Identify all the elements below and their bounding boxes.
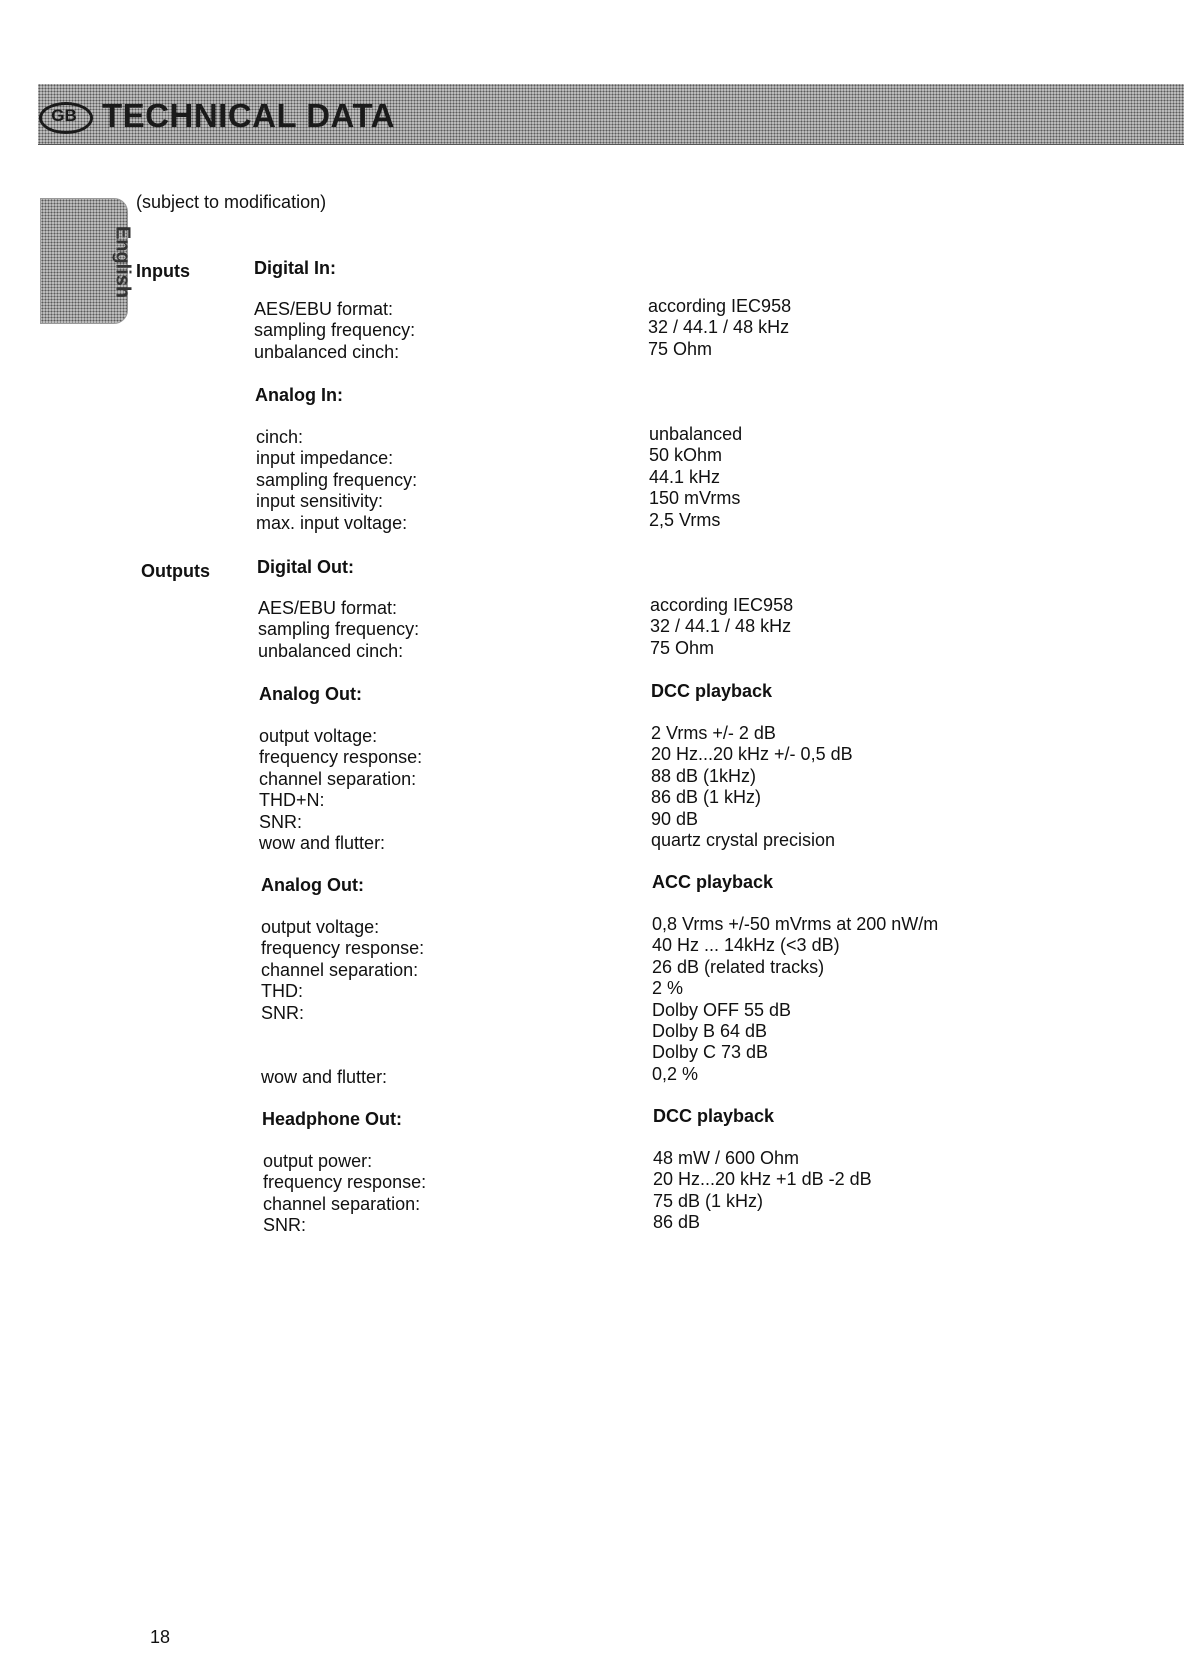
spec-label (261, 1024, 424, 1045)
spec-label: AES/EBU format: (258, 598, 398, 618)
spec-value: Dolby B 64 dB (652, 1020, 768, 1041)
spec-value: 32 / 44.1 / 48 kHz (648, 317, 790, 338)
spec-value: 2 Vrms +/- 2 dB (651, 723, 776, 743)
spec-value: 86 dB (653, 1212, 701, 1233)
spec-value: 0,2 % (652, 1063, 699, 1084)
spec-label: cinch: (256, 427, 304, 447)
spec-value: quartz crystal precision (651, 829, 836, 850)
headphone-out-values (653, 1148, 872, 1234)
spec-label: channel separation: (259, 768, 417, 789)
spec-value: 50 kOhm (649, 445, 723, 466)
headphone-out-labels (263, 1151, 426, 1237)
spec-value: Dolby OFF 55 dB (652, 999, 792, 1020)
spec-value: 26 dB (related tracks) (652, 956, 825, 977)
modification-note: (subject to modification) (136, 192, 327, 212)
section-label-inputs: Inputs (136, 261, 190, 281)
group-heading-analog-in: Analog In: (255, 385, 343, 405)
spec-value: 75 dB (1 kHz) (653, 1190, 764, 1211)
spec-label: channel separation: (261, 959, 419, 980)
page-title: TECHNICAL DATA (102, 97, 395, 134)
spec-label: unbalanced cinch: (258, 640, 404, 661)
spec-label: output voltage: (261, 917, 380, 937)
spec-value: Dolby C 73 dB (652, 1042, 769, 1063)
group-heading-analog-out-acc: Analog Out: (261, 875, 364, 895)
spec-label: input sensitivity: (256, 491, 384, 512)
group-heading-headphone-out: Headphone Out: (262, 1109, 402, 1129)
digital-in-values (648, 296, 791, 360)
analog-out-dcc-values (651, 723, 853, 851)
analog-out-dcc-labels (259, 726, 422, 854)
spec-value: according IEC958 (650, 595, 794, 615)
group-heading-digital-in: Digital In: (254, 258, 336, 278)
spec-label: wow and flutter: (261, 1066, 388, 1087)
spec-label: sampling frequency: (256, 469, 418, 490)
spec-label: SNR: (261, 1002, 305, 1023)
spec-label: unbalanced cinch: (254, 341, 400, 362)
spec-value: 2 % (652, 978, 684, 999)
spec-label: sampling frequency: (258, 619, 420, 640)
spec-label: input impedance: (256, 448, 394, 469)
spec-value: 75 Ohm (648, 338, 713, 359)
spec-label: frequency response: (261, 938, 425, 959)
spec-label: THD+N: (259, 790, 325, 811)
spec-value: according IEC958 (648, 296, 792, 316)
spec-value: 0,8 Vrms +/-50 mVrms at 200 nW/m (652, 914, 939, 934)
spec-value: 40 Hz ... 14kHz (<3 dB) (652, 935, 840, 956)
analog-out-acc-values (652, 914, 938, 1085)
analog-out-acc-labels (261, 917, 424, 1088)
digital-in-labels (254, 299, 415, 363)
value-heading-dcc-playback: DCC playback (651, 681, 773, 701)
group-heading-digital-out: Digital Out: (257, 557, 354, 577)
analog-in-labels (256, 427, 417, 534)
spec-value: 2,5 Vrms (649, 509, 721, 530)
spec-label: channel separation: (263, 1193, 421, 1214)
spec-value: 150 mVrms (649, 488, 741, 509)
spec-value: 44.1 kHz (649, 466, 721, 487)
spec-label: output power: (263, 1151, 373, 1171)
spec-label: frequency response: (259, 747, 423, 768)
section-label-outputs: Outputs (141, 561, 210, 581)
digital-out-labels (258, 598, 419, 662)
spec-label: max. input voltage: (256, 512, 408, 533)
spec-label (261, 1045, 424, 1066)
spec-label: THD: (261, 981, 303, 1002)
gb-country-badge (36, 100, 92, 132)
spec-label: sampling frequency: (254, 320, 416, 341)
group-heading-analog-out-dcc: Analog Out: (259, 684, 362, 704)
value-heading-dcc-playback-headphone: DCC playback (653, 1106, 775, 1126)
spec-value: 86 dB (1 kHz) (651, 787, 762, 808)
spec-label: frequency response: (263, 1172, 427, 1193)
analog-in-values (649, 424, 742, 531)
spec-value: 32 / 44.1 / 48 kHz (650, 616, 792, 637)
gb-badge-text: GB (51, 106, 77, 125)
spec-value: 20 Hz...20 kHz +1 dB -2 dB (653, 1169, 872, 1190)
header-title-group (36, 95, 395, 137)
spec-label: AES/EBU format: (254, 299, 394, 319)
spec-value: unbalanced (649, 424, 743, 444)
spec-label: output voltage: (259, 726, 378, 746)
spec-value: 90 dB (651, 808, 699, 829)
spec-value: 75 Ohm (650, 637, 715, 658)
language-tab (40, 198, 134, 324)
digital-out-values (650, 595, 793, 659)
spec-label: SNR: (259, 811, 303, 832)
spec-label: wow and flutter: (259, 832, 386, 853)
value-heading-acc-playback: ACC playback (652, 872, 774, 892)
page-number: 18 (150, 1627, 171, 1647)
spec-label: SNR: (263, 1215, 307, 1236)
spec-value: 20 Hz...20 kHz +/- 0,5 dB (651, 744, 853, 765)
spec-value: 48 mW / 600 Ohm (653, 1148, 800, 1168)
language-tab-label: English (111, 225, 134, 299)
spec-value: 88 dB (1kHz) (651, 765, 757, 786)
